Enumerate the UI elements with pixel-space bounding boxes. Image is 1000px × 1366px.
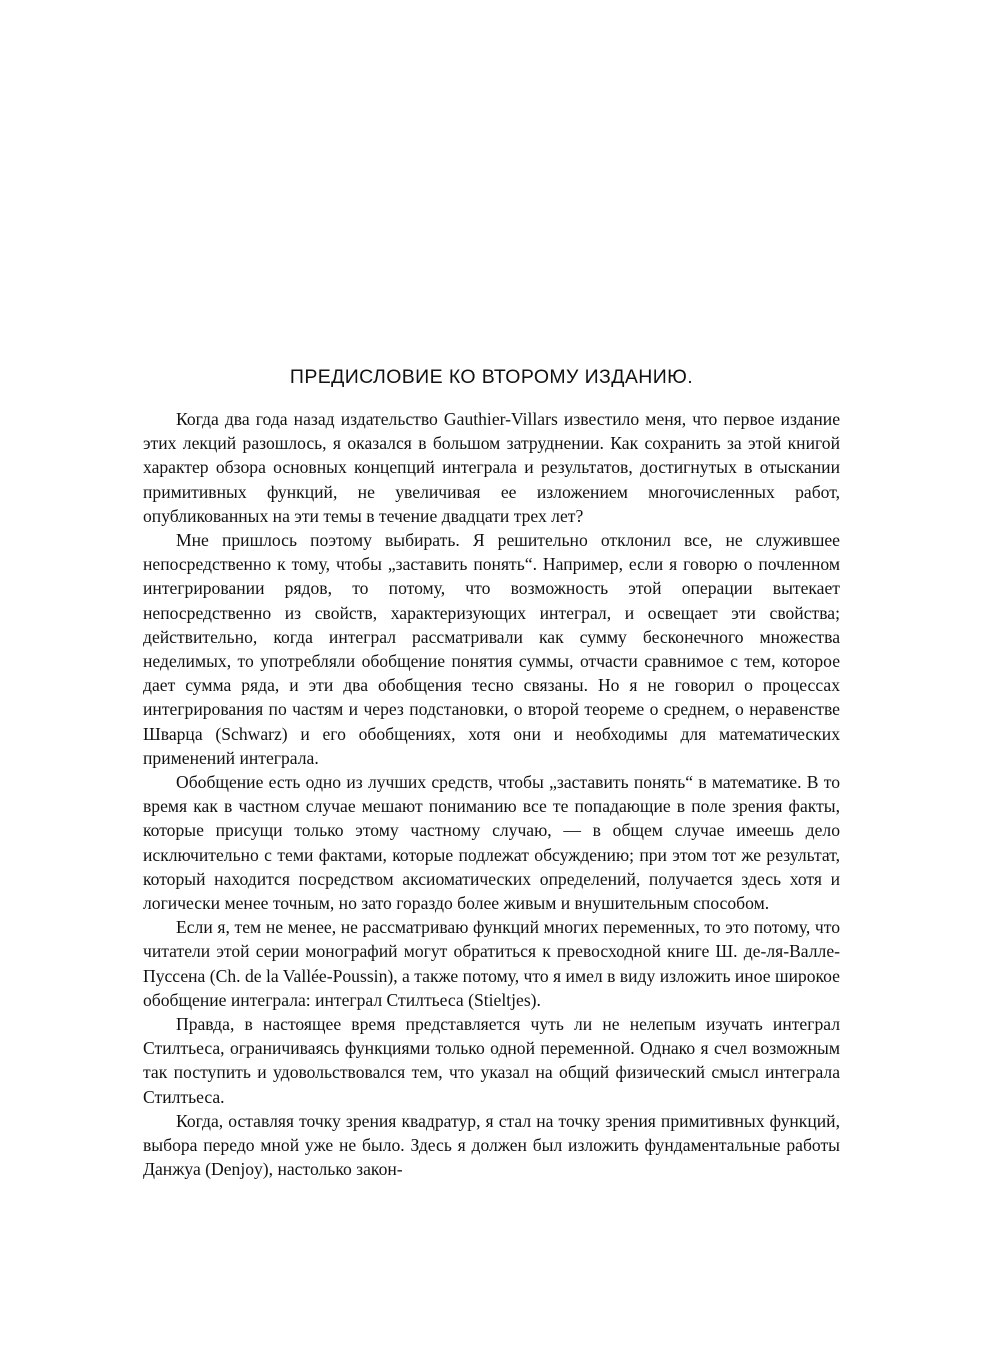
paragraph-1: Когда два года назад издательство Gauthier-Villars известило меня, что первое издание этих лекций разошлось, я оказался в большом затруднении. Как сохранить за этой книгой характер обзора основных концепций интеграла и результатов, достигнутых в отыскании примитивных функций, не увеличивая ее изложением многочисленных работ, опубликованных на эти темы в течение двадцати трех лет? [143,409,840,526]
paragraph-2: Мне пришлось поэтому выбирать. Я решительно отклонил все, не служившее непосредственно к тому, чтобы „заставить понять“. Например, если я говорю о почленном интегрировании рядов, то потому, что возможность этой операции вытекает непосредственно из свойств, характеризующих интеграл, и освещает эти свойства; действительно, когда интеграл рассматривали как сумму бесконечного множества неделимых, то употребляли обобщение понятия суммы, отчасти сравнимое с тем, которое дает сумма ряда, и эти два обобщения тесно связаны. Но я не говорил о процессах интегрирования по частям и через подстановки, о второй теореме о среднем, о неравенстве Шварца (Schwarz) и его обобщениях, хотя они и необходимы для математических применений интеграла. [143,530,840,768]
paragraph-4: Если я, тем не менее, не рассматриваю функций многих переменных, то это потому, что читатели этой серии монографий могут обратиться к превосходной книге Ш. де-ля-Валле-Пуссена (Ch. de la Vallée-Poussin), а также потому, что я имел в виду изложить иное широкое обобщение интеграла: интеграл Стилтьеса (Stieltjes). [143,917,840,1010]
paragraph-3: Обобщение есть одно из лучших средств, чтобы „заставить понять“ в математике. В то время как в частном случае мешают пониманию все те попадающие в поле зрения факты, которые присущи только этому частному случаю, — в общем случае имеешь дело исключительно с теми фактами, которые подлежат обсуждению; при этом тот же результат, который находится посредством аксиоматических определений, получается здесь хотя и логически менее точным, но зато гораздо более живым и внушительным способом. [143,772,840,914]
preface-title: ПРЕДИСЛОВИЕ КО ВТОРОМУ ИЗДАНИЮ. [289,366,694,388]
paragraph-6: Когда, оставляя точку зрения квадратур, я стал на точку зрения примитивных функций, выбора передо мной уже не было. Здесь я должен был изложить фундаментальные работы Данжуа (Denjoy), настолько закон- [143,1110,840,1180]
page-body [143,366,840,1182]
paragraph-5: Правда, в настоящее время представляется чуть ли не нелепым изучать интеграл Стилтьеса, ограничиваясь функциями только одной переменной. Однако я счел возможным так поступить и удовольствовался тем, что указал на общий физический смысл интеграла Стилтьеса. [143,1014,840,1107]
